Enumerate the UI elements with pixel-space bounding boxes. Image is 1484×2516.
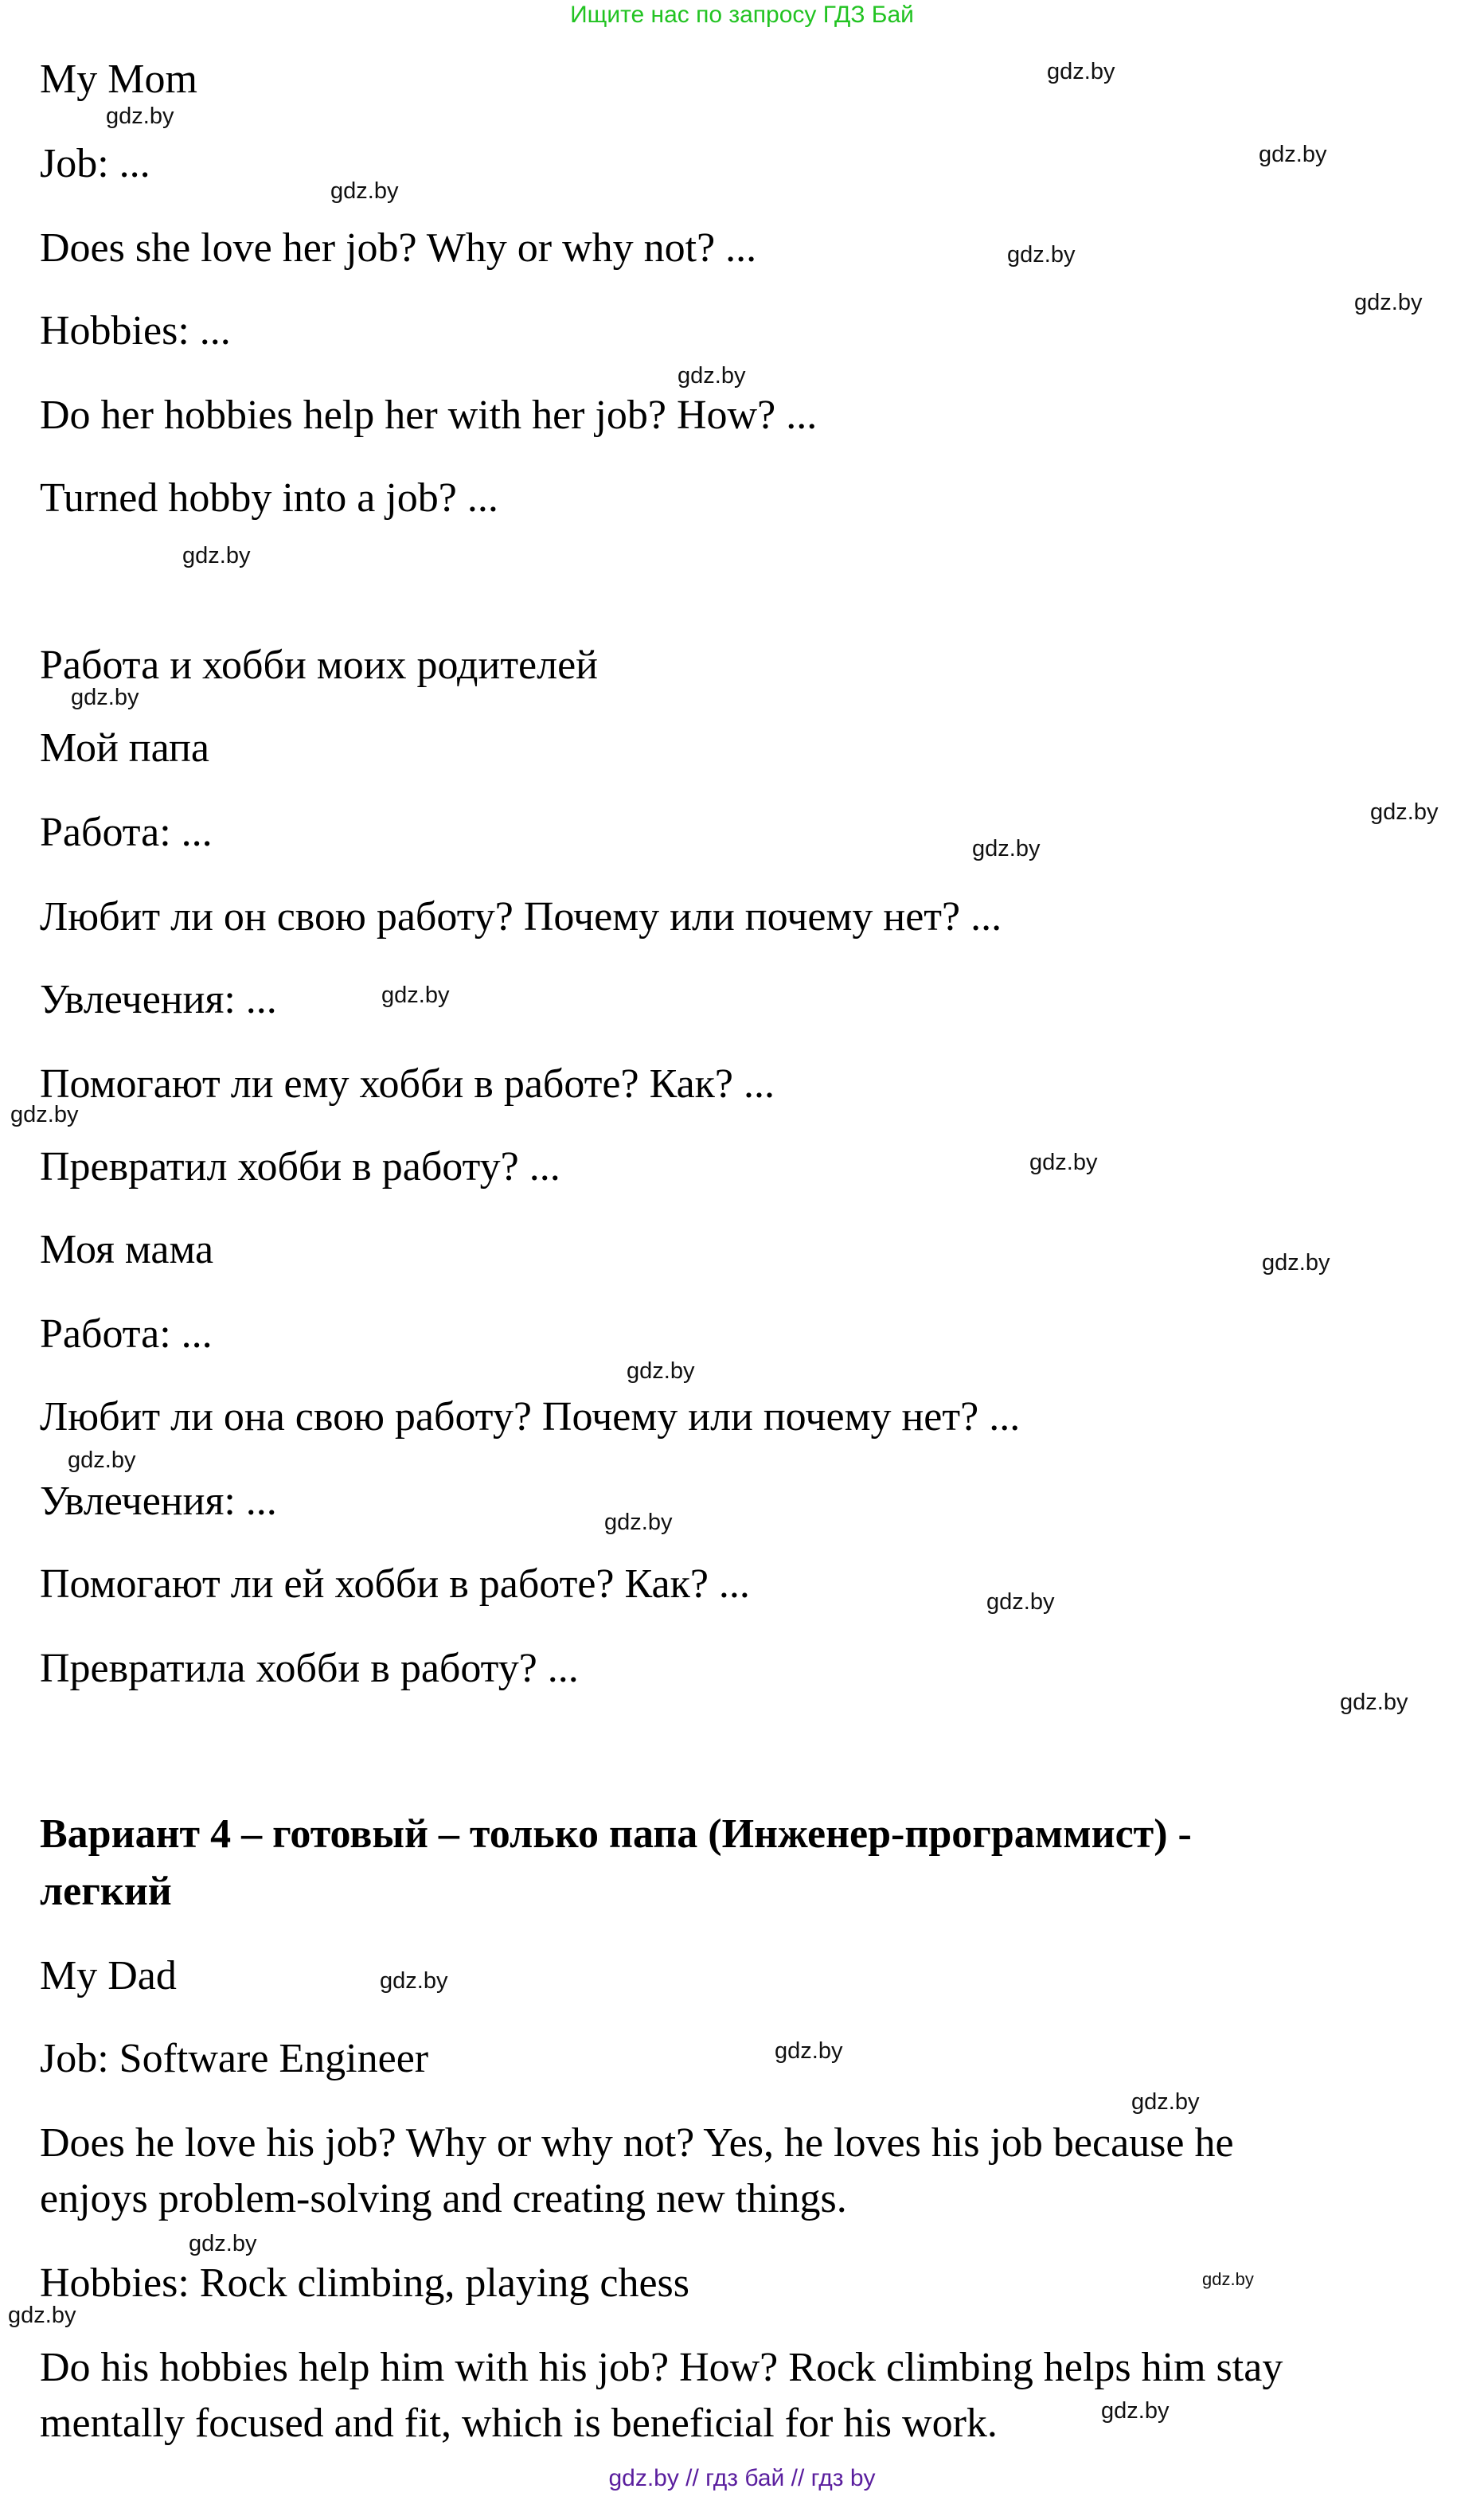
watermark: gdz.by	[106, 104, 174, 129]
ru-dad-hobbies: Увлечения: ...	[40, 977, 277, 1022]
ru-mom-hobbies: Увлечения: ...	[40, 1479, 277, 1524]
watermark: gdz.by	[182, 543, 251, 568]
ru-dad-turned: Превратил хобби в работу? ...	[40, 1144, 560, 1190]
variant4-heading: Вариант 4 – готовый – только папа (Инженер-программист) -	[40, 1811, 1192, 1857]
watermark: gdz.by	[1340, 1690, 1408, 1715]
variant4-heading-cont: легкий	[40, 1869, 172, 1914]
watermark: gdz.by	[1262, 1250, 1330, 1276]
watermark: gdz.by	[330, 178, 399, 204]
ru-dad-job: Работа: ...	[40, 810, 213, 855]
watermark: gdz.by	[1101, 2398, 1170, 2424]
watermark: gdz.by	[1202, 2269, 1254, 2289]
watermark: gdz.by	[1259, 142, 1327, 167]
ru-mom-job: Работа: ...	[40, 1311, 213, 1357]
ru-dad-title: Мой папа	[40, 725, 209, 771]
watermark: gdz.by	[627, 1358, 695, 1384]
footer-links: gdz.by // гдз бай // гдз by	[608, 2465, 876, 2491]
dad-title: My Dad	[40, 1953, 177, 1998]
watermark: gdz.by	[381, 983, 450, 1008]
ru-mom-turned: Превратила хобби в работу? ...	[40, 1646, 579, 1691]
watermark: gdz.by	[1007, 242, 1076, 268]
dad-job: Job: Software Engineer	[40, 2036, 429, 2081]
watermark: gdz.by	[10, 1102, 79, 1127]
watermark: gdz.by	[1370, 799, 1439, 825]
ru-dad-help: Помогают ли ему хобби в работе? Как? ...	[40, 1061, 775, 1107]
ru-dad-love: Любит ли он свою работу? Почему или почему нет? ...	[40, 894, 1002, 940]
watermark: gdz.by	[972, 836, 1041, 861]
search-hint-header: Ищите нас по запросу ГДЗ Бай	[570, 2, 914, 28]
watermark: gdz.by	[189, 2231, 257, 2256]
watermark: gdz.by	[68, 1447, 136, 1473]
mom-love: Does she love her job? Why or why not? ...	[40, 225, 757, 271]
watermark: gdz.by	[986, 1589, 1055, 1615]
mom-help: Do her hobbies help her with her job? How? ...	[40, 393, 818, 438]
dad-hobbies: Hobbies: Rock climbing, playing chess	[40, 2260, 690, 2306]
watermark: gdz.by	[8, 2303, 76, 2328]
dad-help: Do his hobbies help him with his job? How? Rock climbing helps him stay	[40, 2345, 1283, 2390]
ru-mom-love: Любит ли она свою работу? Почему или почему нет? ...	[40, 1394, 1021, 1440]
mom-job: Job: ...	[40, 141, 150, 186]
ru-title: Работа и хобби моих родителей	[40, 643, 598, 688]
mom-turned: Turned hobby into a job? ...	[40, 475, 498, 521]
mom-hobbies: Hobbies: ...	[40, 308, 231, 354]
dad-love: Does he love his job? Why or why not? Yes, he loves his job because he	[40, 2120, 1234, 2166]
watermark: gdz.by	[678, 363, 746, 389]
watermark: gdz.by	[71, 685, 139, 710]
dad-help-cont: mentally focused and fit, which is beneficial for his work.	[40, 2401, 998, 2446]
watermark: gdz.by	[1047, 59, 1115, 84]
watermark: gdz.by	[604, 1510, 673, 1535]
ru-mom-help: Помогают ли ей хобби в работе? Как? ...	[40, 1561, 750, 1607]
watermark: gdz.by	[380, 1968, 448, 1994]
watermark: gdz.by	[1029, 1150, 1098, 1175]
dad-love-cont: enjoys problem-solving and creating new things.	[40, 2176, 847, 2221]
ru-mom-title: Моя мама	[40, 1227, 214, 1272]
watermark: gdz.by	[1131, 2089, 1200, 2115]
mom-title: My Mom	[40, 57, 197, 102]
watermark: gdz.by	[1354, 290, 1423, 315]
watermark: gdz.by	[775, 2038, 843, 2064]
